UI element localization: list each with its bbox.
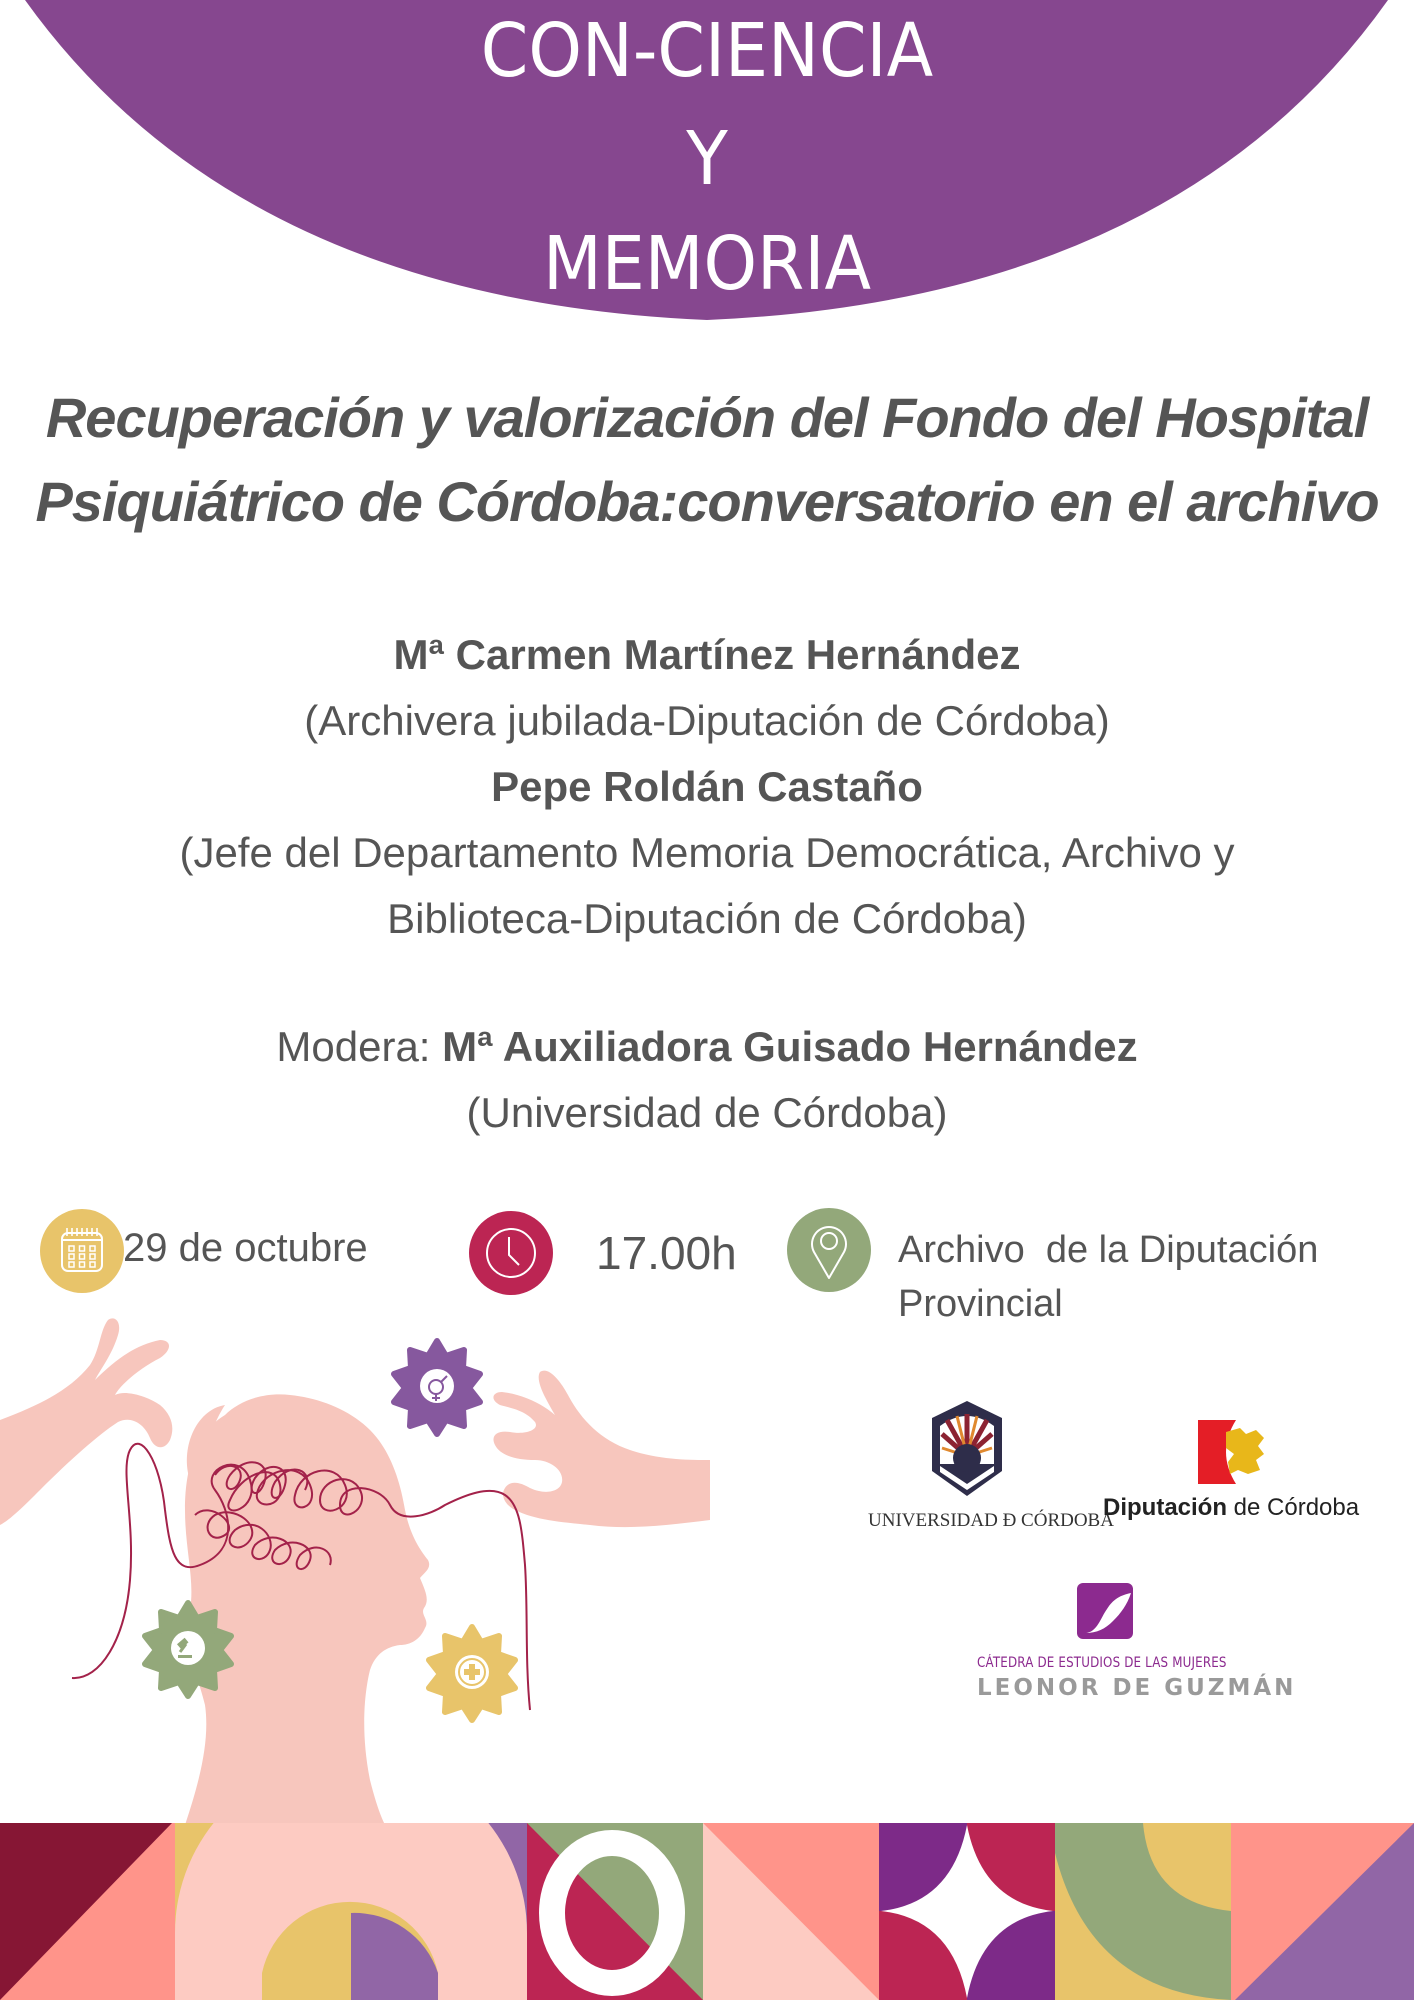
speaker-1-role: (Archivera jubilada-Diputación de Córdoba): [304, 697, 1110, 744]
event-title-line-2: Y: [686, 116, 728, 202]
event-time: 17.00h: [596, 1227, 737, 1279]
left-hand: [0, 1318, 172, 1525]
catedra-emblem-icon: [1077, 1583, 1137, 1639]
speaker-1-name: Mª Carmen Martínez Hernández: [393, 631, 1021, 678]
moderator-label: Modera:: [276, 1023, 443, 1070]
catedra-line-2: LEONOR DE GUZMÁN: [977, 1675, 1297, 1701]
subtitle-line-2: Psiquiátrico de Córdoba:conversatorio en el archivo: [35, 470, 1379, 533]
moderator-block: [0, 1014, 1414, 1146]
event-date: 29 de octubre: [123, 1226, 368, 1270]
diputacion-logo-label: Diputación de Córdoba: [1103, 1494, 1360, 1521]
health-cross-gear-icon: [429, 1627, 515, 1720]
event-title-line-1: CON-CIENCIA: [480, 8, 934, 94]
subtitle-line-1: Recuperación y valorización del Fondo del Hospital: [45, 386, 1369, 449]
location-line-2: Provincial: [898, 1283, 1063, 1325]
head-silhouette: [185, 1394, 429, 1825]
university-crest-icon: [862, 1396, 1072, 1506]
moderator-name: Mª Auxiliadora Guisado Hernández: [442, 1023, 1138, 1070]
university-logo-label: UNIVERSIDAD Ð CÓRDOBA: [868, 1510, 1114, 1531]
map-pin-icon: [787, 1208, 871, 1292]
event-location: [898, 1223, 1318, 1331]
event-title-line-3: MEMORIA: [542, 221, 872, 307]
catedra-line-1: CÁTEDRA DE ESTUDIOS DE LAS MUJERES: [977, 1655, 1227, 1671]
moderator-affiliation: (Universidad de Córdoba): [466, 1089, 948, 1136]
event-subtitle: [0, 376, 1414, 544]
university-logo: [862, 1396, 1114, 1536]
head-thread-illustration: [0, 1310, 720, 1825]
gender-equality-gear-icon: [394, 1341, 480, 1434]
decorative-pattern-band: [0, 1823, 1414, 2000]
diputacion-emblem-icon: [1198, 1420, 1278, 1484]
right-hand: [493, 1371, 710, 1527]
speaker-2-role-line-1: (Jefe del Departamento Memoria Democrática, Archivo y: [179, 829, 1235, 876]
location-line-1: Archivo de la Diputación: [898, 1229, 1319, 1271]
speaker-2-role-line-2: Biblioteca-Diputación de Córdoba): [387, 895, 1027, 942]
speaker-2-name: Pepe Roldán Castaño: [491, 763, 923, 810]
calendar-icon: [40, 1209, 124, 1293]
moderator-line: [0, 1014, 1414, 1080]
catedra-logo: [975, 1583, 1297, 1703]
diputacion-logo: [1103, 1420, 1373, 1530]
clock-icon: [469, 1211, 553, 1295]
speakers-list: [0, 622, 1414, 952]
